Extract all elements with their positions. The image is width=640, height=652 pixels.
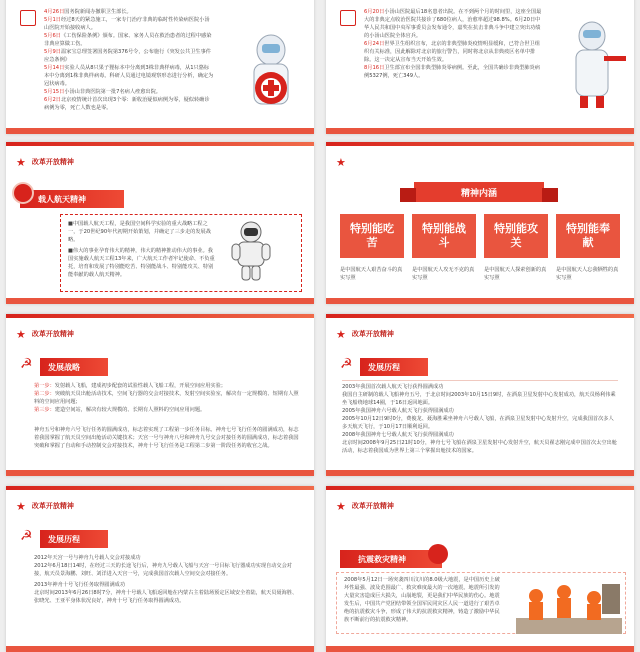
slide1-line: 5月9日温家宝总理签署国务院第376号令，公布施行《突发公共卫生事件应急条例》 bbox=[44, 49, 211, 63]
section-title: 发展历程 bbox=[368, 362, 400, 372]
spirit-card-desc: 是中国航天人探索创新的真实写照 bbox=[484, 267, 547, 281]
timeline-text: 我国自主研制的载人飞船神舟五号，于北京时间2003年10月15日9时，在酒泉卫星发射中心发射成功，航天员杨利伟乘坐飞船绕地球14圈，于16日返回地面。 bbox=[342, 392, 616, 406]
slide1-line: 5月14日实验人员从8只果子狸标本中分离到3株非典样病毒，从1只貉标本中分离到1株非典样病毒。科研人员通过电镜观察形态进行分析，确定为冠状病毒。 bbox=[44, 65, 214, 87]
step-item: 第三步：建造空间站，解决有较大规模的、长期有人照料的空间应用问题。 bbox=[34, 407, 206, 413]
section-header bbox=[336, 498, 394, 514]
slide2-line: 6月24日世界卫生组织宣布，北京的非典型肺炎疫情明显缓和，已符合世卫组织有关标准，因此解除对北京的旅行警告，同时将北京从非典疫区名单中排除。这一决定从宣布当天开始生效。 bbox=[364, 41, 540, 63]
timeline-head: 2008年我国神舟七号载人航天飞行获得圆满成功 bbox=[342, 432, 454, 438]
section-header bbox=[16, 154, 74, 170]
section-header-label: 改革开放精神 bbox=[351, 330, 394, 338]
party-emblem-icon bbox=[14, 184, 32, 202]
spirit-card[interactable] bbox=[484, 214, 548, 258]
section-title-banner bbox=[40, 530, 108, 548]
slide1-line: 6月2日北京疫情统计首次出现3个零：新收治疑似病例为零，疑似转确诊病例为零，死亡人数也是零。 bbox=[44, 97, 210, 111]
timeline-head: 2012年天宫一号与神舟九号载人交会对接成功 bbox=[34, 555, 141, 561]
spirit-card-label: 特别能吃苦 bbox=[350, 222, 394, 249]
section-title: 载人航天精神 bbox=[38, 194, 86, 204]
slide-4[interactable] bbox=[326, 142, 634, 304]
top-bar bbox=[326, 486, 634, 490]
timeline-head: 2003年我国首次载人航天飞行获得圆满成功 bbox=[342, 384, 444, 390]
spirit-card[interactable] bbox=[556, 214, 620, 258]
spirit-card-desc: 是中国航天人忘我牺牲的真实写照 bbox=[556, 267, 619, 281]
section-header bbox=[16, 498, 74, 514]
section-header bbox=[16, 326, 74, 342]
timeline-item bbox=[34, 581, 300, 605]
slide1-line: 5月15日小汤山非典医院第一批7名病人痊愈出院。 bbox=[44, 89, 161, 95]
section-header-label: 改革开放精神 bbox=[31, 158, 74, 166]
top-bar bbox=[326, 314, 634, 318]
spirit-card[interactable] bbox=[412, 214, 476, 258]
slide-6[interactable] bbox=[326, 314, 634, 476]
spirit-card-label: 特别能奉献 bbox=[566, 222, 610, 249]
section-header bbox=[336, 326, 394, 342]
astronaut-illustration bbox=[228, 220, 274, 282]
timeline-text: 北京时间2013年6月26日8时7分，神舟十号载人飞船返回舱在内蒙古主着陆场预定区域安全着陆，航天员聂海胜、张晓光、王亚平身体状况良好，神舟十号飞行任务取得圆满成功。 bbox=[34, 590, 298, 604]
timeline-item bbox=[342, 431, 618, 455]
ribbon-right-tail bbox=[542, 188, 558, 202]
timeline-list bbox=[34, 554, 300, 605]
section-header-label: 改革开放精神 bbox=[351, 502, 394, 510]
timeline-item bbox=[342, 407, 618, 431]
star-icon: ★ bbox=[336, 499, 346, 513]
paragraph: ■中国载人航天工程，是我国空间科学实验的重大战略工程之一，于20世纪90年代初期开始策划，并确定了三步走的发展战略。 bbox=[68, 221, 211, 243]
timeline-head: 2005年我国神舟六号载人航天飞行获得圆满成功 bbox=[342, 408, 454, 414]
spirit-card-label: 特别能攻关 bbox=[494, 222, 538, 249]
hammer-sickle-icon: ☭ bbox=[20, 356, 33, 372]
section-title: 发展历程 bbox=[48, 534, 80, 544]
disinfection-worker-illustration bbox=[556, 16, 630, 112]
calendar-icon bbox=[20, 10, 36, 26]
section-title: 抗震救灾精神 bbox=[358, 554, 406, 564]
section-header bbox=[336, 154, 346, 170]
slide-7[interactable] bbox=[6, 486, 314, 652]
content-text: 2008年5月12日一场突袭四川汶川的8.0级大地震，是中国历史上破坏性最强、波及范围最广、救灾难度最大的一次地震。地震所引发的大量灾害造成巨大损失，山崩地裂，更是我们中华民族的伤心。地震发生后，中国共产党团结带领全国军民同灾区人民一道进行了艰苦卓绝的抗震救灾斗争，形成了伟大的抗震救灾精神，铸造了激励中华民族不断前行的抗震救灾精神。 bbox=[344, 577, 500, 623]
star-icon: ★ bbox=[336, 327, 346, 341]
slide2-text-block bbox=[364, 8, 544, 80]
top-bar bbox=[6, 486, 314, 490]
section-title-banner bbox=[40, 358, 108, 376]
star-icon: ★ bbox=[16, 155, 26, 169]
ribbon-title bbox=[414, 182, 544, 202]
slide1-text-block bbox=[44, 8, 214, 112]
slide-3[interactable] bbox=[6, 142, 314, 304]
section-title: 发展战略 bbox=[48, 362, 80, 372]
medical-worker-illustration bbox=[236, 28, 306, 118]
party-emblem-icon bbox=[428, 544, 448, 564]
top-bar bbox=[6, 142, 314, 146]
section-header-label: 改革开放精神 bbox=[31, 330, 74, 338]
slide1-line: 5月6日《工伤保险条例》颁布。国家、家务人员在救治患者的过程中感染非典应算做工伤。 bbox=[44, 33, 212, 47]
slide2-line: 6月20日小汤山医院最后18名患者出院。在不到两个月的时间里，这座全国最大的非典定点收治医院共接诊了680位病人，治愈率超过98.8%。6月20日中华人民共和国中央军事委员会发布通令，嘉奖在抗击非典斗争中建立突出功绩的小汤山医院全体官兵。 bbox=[364, 9, 542, 39]
content-text bbox=[68, 220, 218, 279]
top-bar bbox=[6, 314, 314, 318]
timeline-text: 2005年10月12日9时0分，费俊龙、聂海胜乘坐神舟六号载人飞船，在酒泉卫星发射中心发射升空，完成我国首次多人多天航天飞行，于10月17日顺利返回。 bbox=[342, 416, 614, 430]
spirit-card-desc: 是中国航天人艰苦奋斗的真实写照 bbox=[340, 267, 403, 281]
timeline-list bbox=[342, 380, 618, 455]
hammer-sickle-icon: ☭ bbox=[340, 356, 353, 372]
slide-8[interactable] bbox=[326, 486, 634, 652]
timeline-head: 2013年神舟十号飞行任务取得圆满成功 bbox=[34, 582, 126, 588]
spirit-card-label: 特别能战斗 bbox=[422, 222, 466, 249]
slide2-line: 8月16日卫生部宣布全国非典型肺炎零病例。至此，全国共确诊非典型肺炎病例5327例，死亡349人。 bbox=[364, 65, 540, 79]
timeline-item bbox=[34, 554, 300, 578]
top-bar bbox=[326, 142, 634, 146]
spirit-card[interactable] bbox=[340, 214, 404, 258]
spirit-card-desc: 是中国航天人攻无不克的真实写照 bbox=[412, 267, 475, 281]
step-item: 第一步：发射载人飞船，建成初步配套的试验性载人飞船工程，开展空间应用实验； bbox=[34, 383, 226, 389]
section-title-banner bbox=[360, 358, 428, 376]
ribbon-title-label: 精神内涵 bbox=[460, 188, 497, 199]
slide1-line: 5月1日经过8天的紧急施工，一家专门治疗非典的临时性传染病医院小汤山医院开始接收病人。 bbox=[44, 17, 210, 31]
section-title-banner bbox=[20, 190, 124, 208]
rescue-workers-illustration bbox=[516, 578, 622, 634]
summary-paragraph: 神舟五号和神舟六号飞行任务的圆满成功，标志着实现了工程第一步任务目标。神舟七号飞行任务的圆满成功，标志着我国掌握了航天员空间出舱活动关键技术；天宫一号与神舟八号和神舟九号交会对接任务的圆满成功，标志着我国突破和掌握了自动和手动控制交会对接技术，神舟十号飞行任务是工程第二步第一阶段任务的收官之战。 bbox=[34, 427, 299, 449]
section-title-banner bbox=[340, 550, 442, 568]
timeline-text: 2012年6月18日14时，在经过三天的长途飞行后，神舟九号载人飞船与天宫一号目标飞行器成功实现自动交会对接，航天员景海鹏、刘旺、刘洋进入天宫一号，完成我国首次载人空间交会对接任务。 bbox=[34, 563, 292, 577]
hammer-sickle-icon: ☭ bbox=[20, 528, 33, 544]
slide-5[interactable] bbox=[6, 314, 314, 476]
slide-1[interactable] bbox=[6, 0, 314, 134]
calendar-icon bbox=[340, 10, 356, 26]
star-icon: ★ bbox=[336, 155, 346, 169]
timeline-item bbox=[342, 383, 618, 407]
paragraph: ■伟大的事业孕育伟大的精神，伟大的精神推动伟大的事业。我国实施载人航天工程13年来，广大航天工作者牢记使命、不负重托，培育和发展了特别能吃苦、特别能战斗、特别能攻关、特别能奉献的载人航天精神。 bbox=[68, 248, 215, 278]
star-icon: ★ bbox=[16, 327, 26, 341]
slide-2[interactable] bbox=[326, 0, 634, 134]
section-header-label: 改革开放精神 bbox=[31, 502, 74, 510]
steps-list bbox=[34, 382, 302, 414]
star-icon: ★ bbox=[16, 499, 26, 513]
slide1-line: 4月26日国务院新闻办撤职卫生部长。 bbox=[44, 9, 132, 15]
step-item: 第二步：突破航天员出舱活动技术，空间飞行器的交会对接技术，发射空间实验室，解决有一定规模的、短期有人照料的空间应用问题； bbox=[34, 391, 299, 405]
ribbon-left-tail bbox=[400, 188, 416, 202]
timeline-text: 北京时间2008年9月25日21时10分，神舟七号飞船在酒泉卫星发射中心发射升空，航天员翟志刚完成中国首次太空出舱活动，标志着我国成为世界上第三个掌握出舱技术的国家。 bbox=[342, 440, 617, 454]
